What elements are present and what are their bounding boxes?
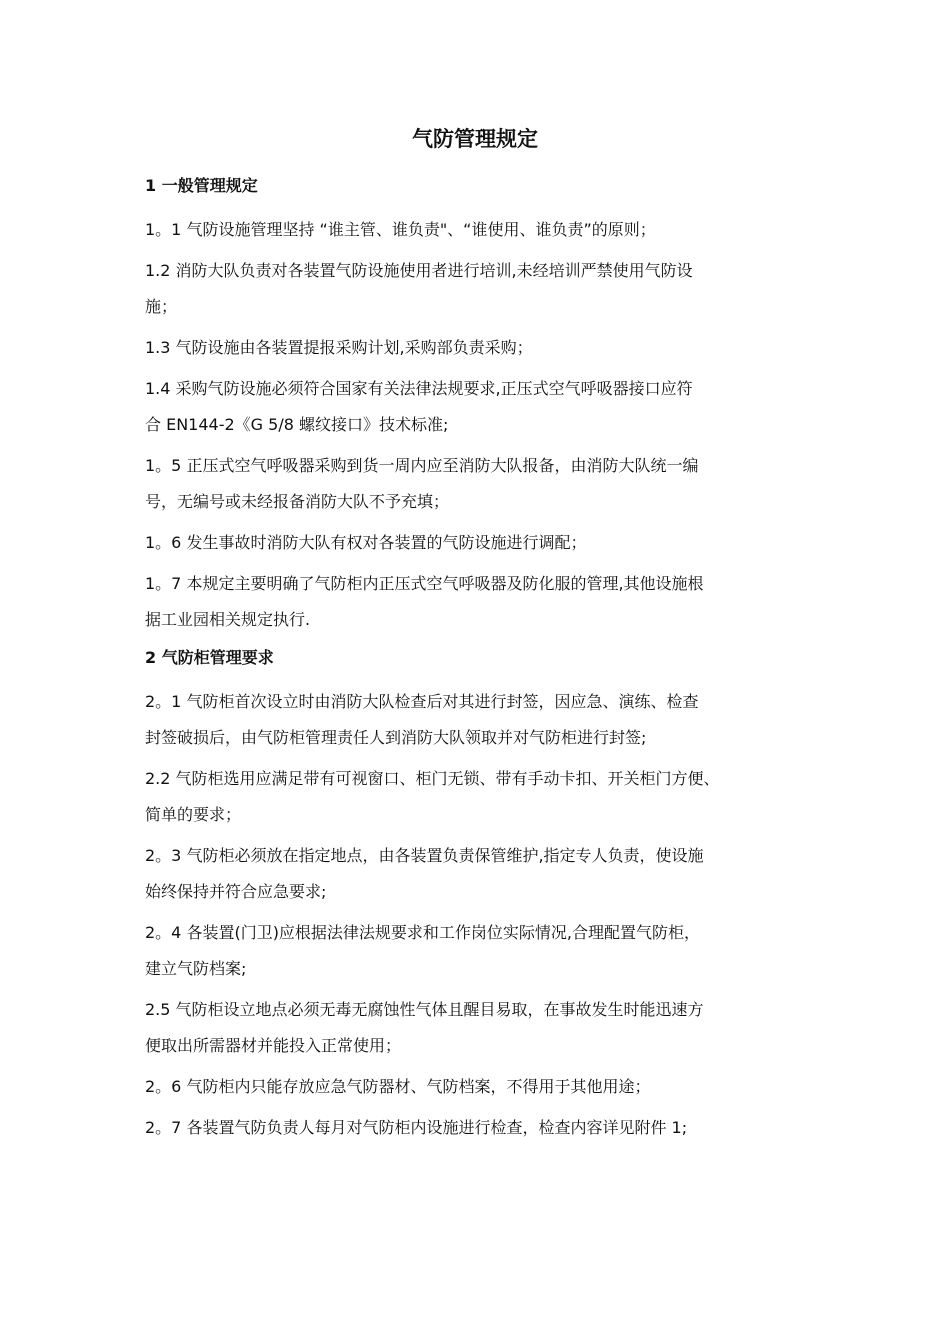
paragraph-1-2 — [145, 253, 825, 325]
paragraph-2-3 — [145, 838, 825, 910]
paragraph-2-5 — [145, 992, 825, 1064]
paragraph-line: 始终保持并符合应急要求; — [145, 882, 327, 901]
paragraph-line: 简单的要求； — [145, 805, 242, 824]
document-title: 气防管理规定 — [412, 127, 538, 151]
paragraph-line: 2.2 气防柜选用应满足带有可视窗口、柜门无锁、带有手动卡扣、开关柜门方便、 — [145, 769, 720, 788]
paragraph-line: 1。5 正压式空气呼吸器采购到货一周内应至消防大队报备，由消防大队统一编 — [145, 456, 699, 475]
paragraph-1-6 — [145, 525, 825, 561]
section-2 — [145, 643, 825, 1146]
paragraph-line: 1。6 发生事故时消防大队有权对各装置的气防设施进行调配； — [145, 533, 587, 552]
paragraph-2-7 — [145, 1110, 825, 1146]
paragraph-line: 2。3 气防柜必须放在指定地点，由各装置负责保管维护,指定专人负责，使设施 — [145, 846, 704, 865]
paragraph-line: 2。1 气防柜首次设立时由消防大队检查后对其进行封签，因应急、演练、检查 — [145, 692, 699, 711]
paragraph-2-4 — [145, 915, 825, 987]
paragraph-2-2 — [145, 761, 825, 833]
paragraph-line: 1.3 气防设施由各装置提报采购计划,采购部负责采购； — [145, 338, 533, 357]
paragraph-1-7 — [145, 566, 825, 638]
paragraph-2-6 — [145, 1069, 825, 1105]
paragraph-line: 2.5 气防柜设立地点必须无毒无腐蚀性气体且醒目易取，在事故发生时能迅速方 — [145, 1000, 704, 1019]
paragraph-2-1 — [145, 684, 825, 756]
paragraph-line: 1。7 本规定主要明确了气防柜内正压式空气呼吸器及防化服的管理,其他设施根 — [145, 574, 704, 593]
paragraph-1-5 — [145, 448, 825, 520]
paragraph-line: 封签破损后，由气防柜管理责任人到消防大队领取并对气防柜进行封签; — [145, 728, 647, 747]
section-1 — [145, 171, 825, 638]
paragraph-line: 1。1 气防设施管理坚持 “谁主管、谁负责"、“谁使用、谁负责”的原则； — [145, 220, 656, 239]
paragraph-line: 2。7 各装置气防负责人每月对气防柜内设施进行检查，检查内容详见附件 1; — [145, 1118, 688, 1137]
paragraph-line: 2。4 各装置(门卫)应根据法律法规要求和工作岗位实际情况,合理配置气防柜， — [145, 923, 701, 942]
paragraph-line: 建立气防档案; — [145, 959, 247, 978]
paragraph-line: 号，无编号或未经报备消防大队不予充填； — [145, 492, 450, 511]
paragraph-line: 据工业园相关规定执行. — [145, 610, 311, 629]
paragraph-line: 1.2 消防大队负责对各装置气防设施使用者进行培训,未经培训严禁使用气防设 — [145, 261, 693, 280]
paragraph-1-4 — [145, 371, 825, 443]
paragraph-1-1 — [145, 212, 825, 248]
paragraph-line: 1.4 采购气防设施必须符合国家有关法律法规要求,正压式空气呼吸器接口应符 — [145, 379, 693, 398]
paragraph-line: 便取出所需器材并能投入正常使用； — [145, 1036, 402, 1055]
paragraph-line: 2。6 气防柜内只能存放应急气防器材、气防档案，不得用于其他用途； — [145, 1077, 651, 1096]
paragraph-1-3 — [145, 330, 825, 366]
section-heading: 1 一般管理规定 — [145, 176, 258, 195]
section-heading: 2 气防柜管理要求 — [145, 648, 274, 667]
paragraph-line: 合 EN144-2《G 5/8 螺纹接口》技术标准; — [145, 415, 449, 434]
paragraph-line: 施； — [145, 297, 178, 316]
document-body — [145, 171, 825, 1151]
